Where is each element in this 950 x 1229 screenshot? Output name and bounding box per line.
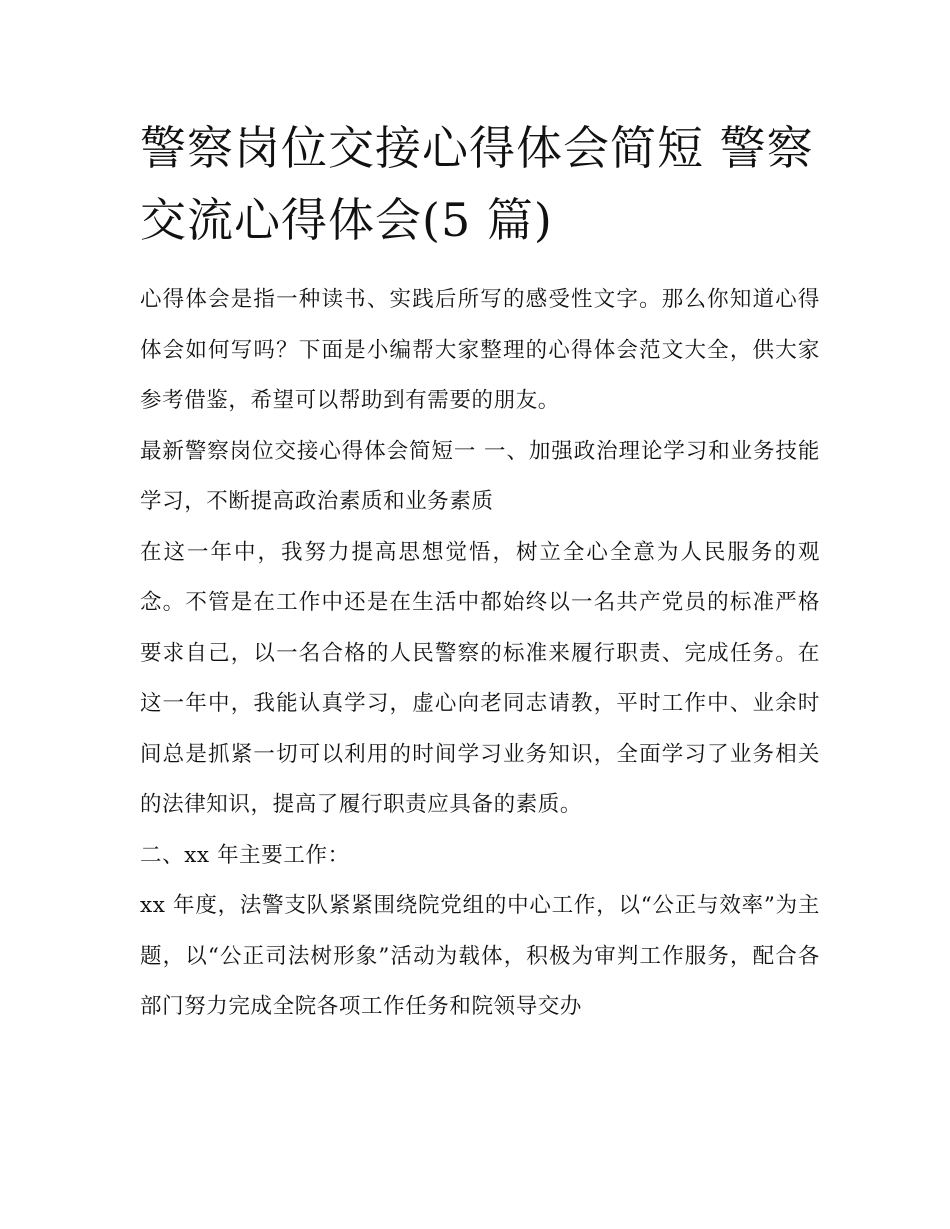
document-body [140, 275, 820, 1033]
section-two-paragraph: xx 年度，法警支队紧紧围绕院党组的中心工作，以“公正与效率”为主题，以“公正司法树形象”活动为载体，积极为审判工作服务，配合各部门努力完成全院各项工作任务和院领导交办 [140, 893, 820, 1019]
section-one-paragraph: 在这一年中，我努力提高思想觉悟，树立全心全意为人民服务的观念。不管是在工作中还是在生活中都始终以一名共产党员的标准严格要求自己，以一名合格的人民警察的标准来履行职责、完成任务。在这一年中，我能认真学习，虚心向老同志请教，平时工作中、业余时间总是抓紧一切可以利用的时间学习业务知识，全面学习了业务相关的法律知识，提高了履行职责应具备的素质。 [140, 539, 820, 817]
intro-paragraph: 心得体会是指一种读书、实践后所写的感受性文字。那么你知道心得体会如何写吗？下面是小编帮大家整理的心得体会范文大全，供大家参考借鉴，希望可以帮助到有需要的朋友。 [140, 287, 820, 413]
section-two-heading: 二、xx 年主要工作： [140, 842, 350, 868]
section-one-heading: 最新警察岗位交接心得体会简短一 一、加强政治理论学习和业务技能学习，不断提高政治素质和业务素质 [140, 438, 820, 514]
document-title: 警察岗位交接心得体会简短 警察交流心得体会(5 篇) [140, 121, 814, 247]
